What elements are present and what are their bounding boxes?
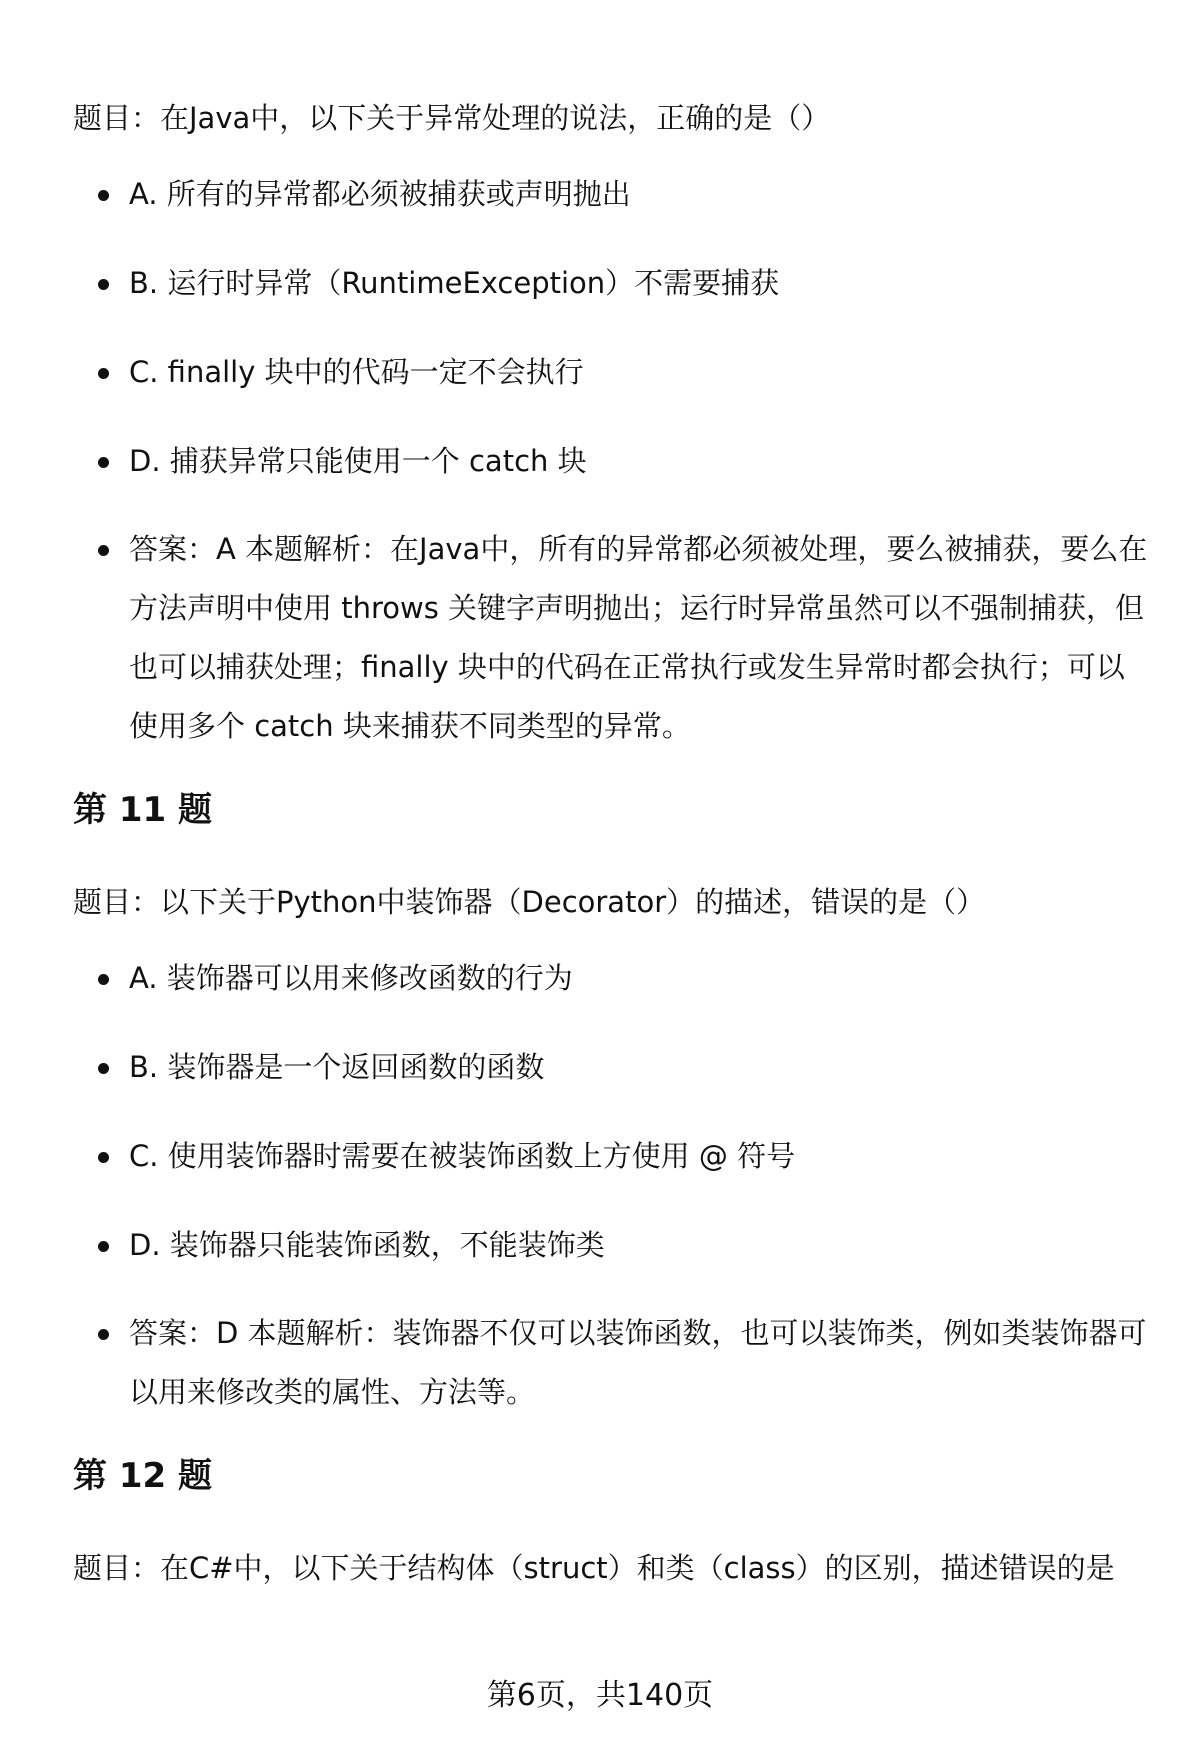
- page-number-footer: 第6页，共140页: [486, 1678, 714, 1713]
- question-12-heading: 第 12 题: [73, 1456, 212, 1496]
- question-11-heading: 第 11 题: [73, 790, 212, 830]
- question-11-answer: 答案：D 本题解析：装饰器不仅可以装饰函数，也可以装饰类，例如类装饰器可以用来修改类的属性、方法等。: [73, 1304, 1153, 1422]
- document-page: [73, 98, 1153, 1624]
- question-10-option-b: B. 运行时异常（RuntimeException）不需要捕获: [73, 263, 1153, 303]
- question-10-options: [73, 174, 1153, 756]
- question-11-text: 题目：以下关于Python中装饰器（Decorator）的描述，错误的是（）: [73, 885, 986, 919]
- question-11-option-d: D. 装饰器只能装饰函数，不能装饰类: [73, 1225, 1153, 1265]
- question-10-answer: 答案：A 本题解析：在Java中，所有的异常都必须被处理，要么被捕获，要么在方法声明中使用 throws 关键字声明抛出；运行时异常虽然可以不强制捕获，但也可以捕获处理；finally 块中的代码在正常执行或发生异常时都会执行；可以使用多个 catch 块来捕获不同类型的异常。: [73, 520, 1153, 756]
- question-12-text: 题目：在C#中，以下关于结构体（struct）和类（class）的区别，描述错误的是: [73, 1551, 1115, 1585]
- question-11-option-a: A. 装饰器可以用来修改函数的行为: [73, 958, 1153, 998]
- question-10-option-c: C. finally 块中的代码一定不会执行: [73, 352, 1153, 392]
- question-10-option-d: D. 捕获异常只能使用一个 catch 块: [73, 441, 1153, 481]
- question-11-options: [73, 958, 1153, 1422]
- question-11-option-b: B. 装饰器是一个返回函数的函数: [73, 1047, 1153, 1087]
- question-10-option-a: A. 所有的异常都必须被捕获或声明抛出: [73, 174, 1153, 214]
- question-11-option-c: C. 使用装饰器时需要在被装饰函数上方使用 @ 符号: [73, 1136, 1153, 1176]
- question-10-text: 题目：在Java中，以下关于异常处理的说法，正确的是（）: [73, 101, 831, 135]
